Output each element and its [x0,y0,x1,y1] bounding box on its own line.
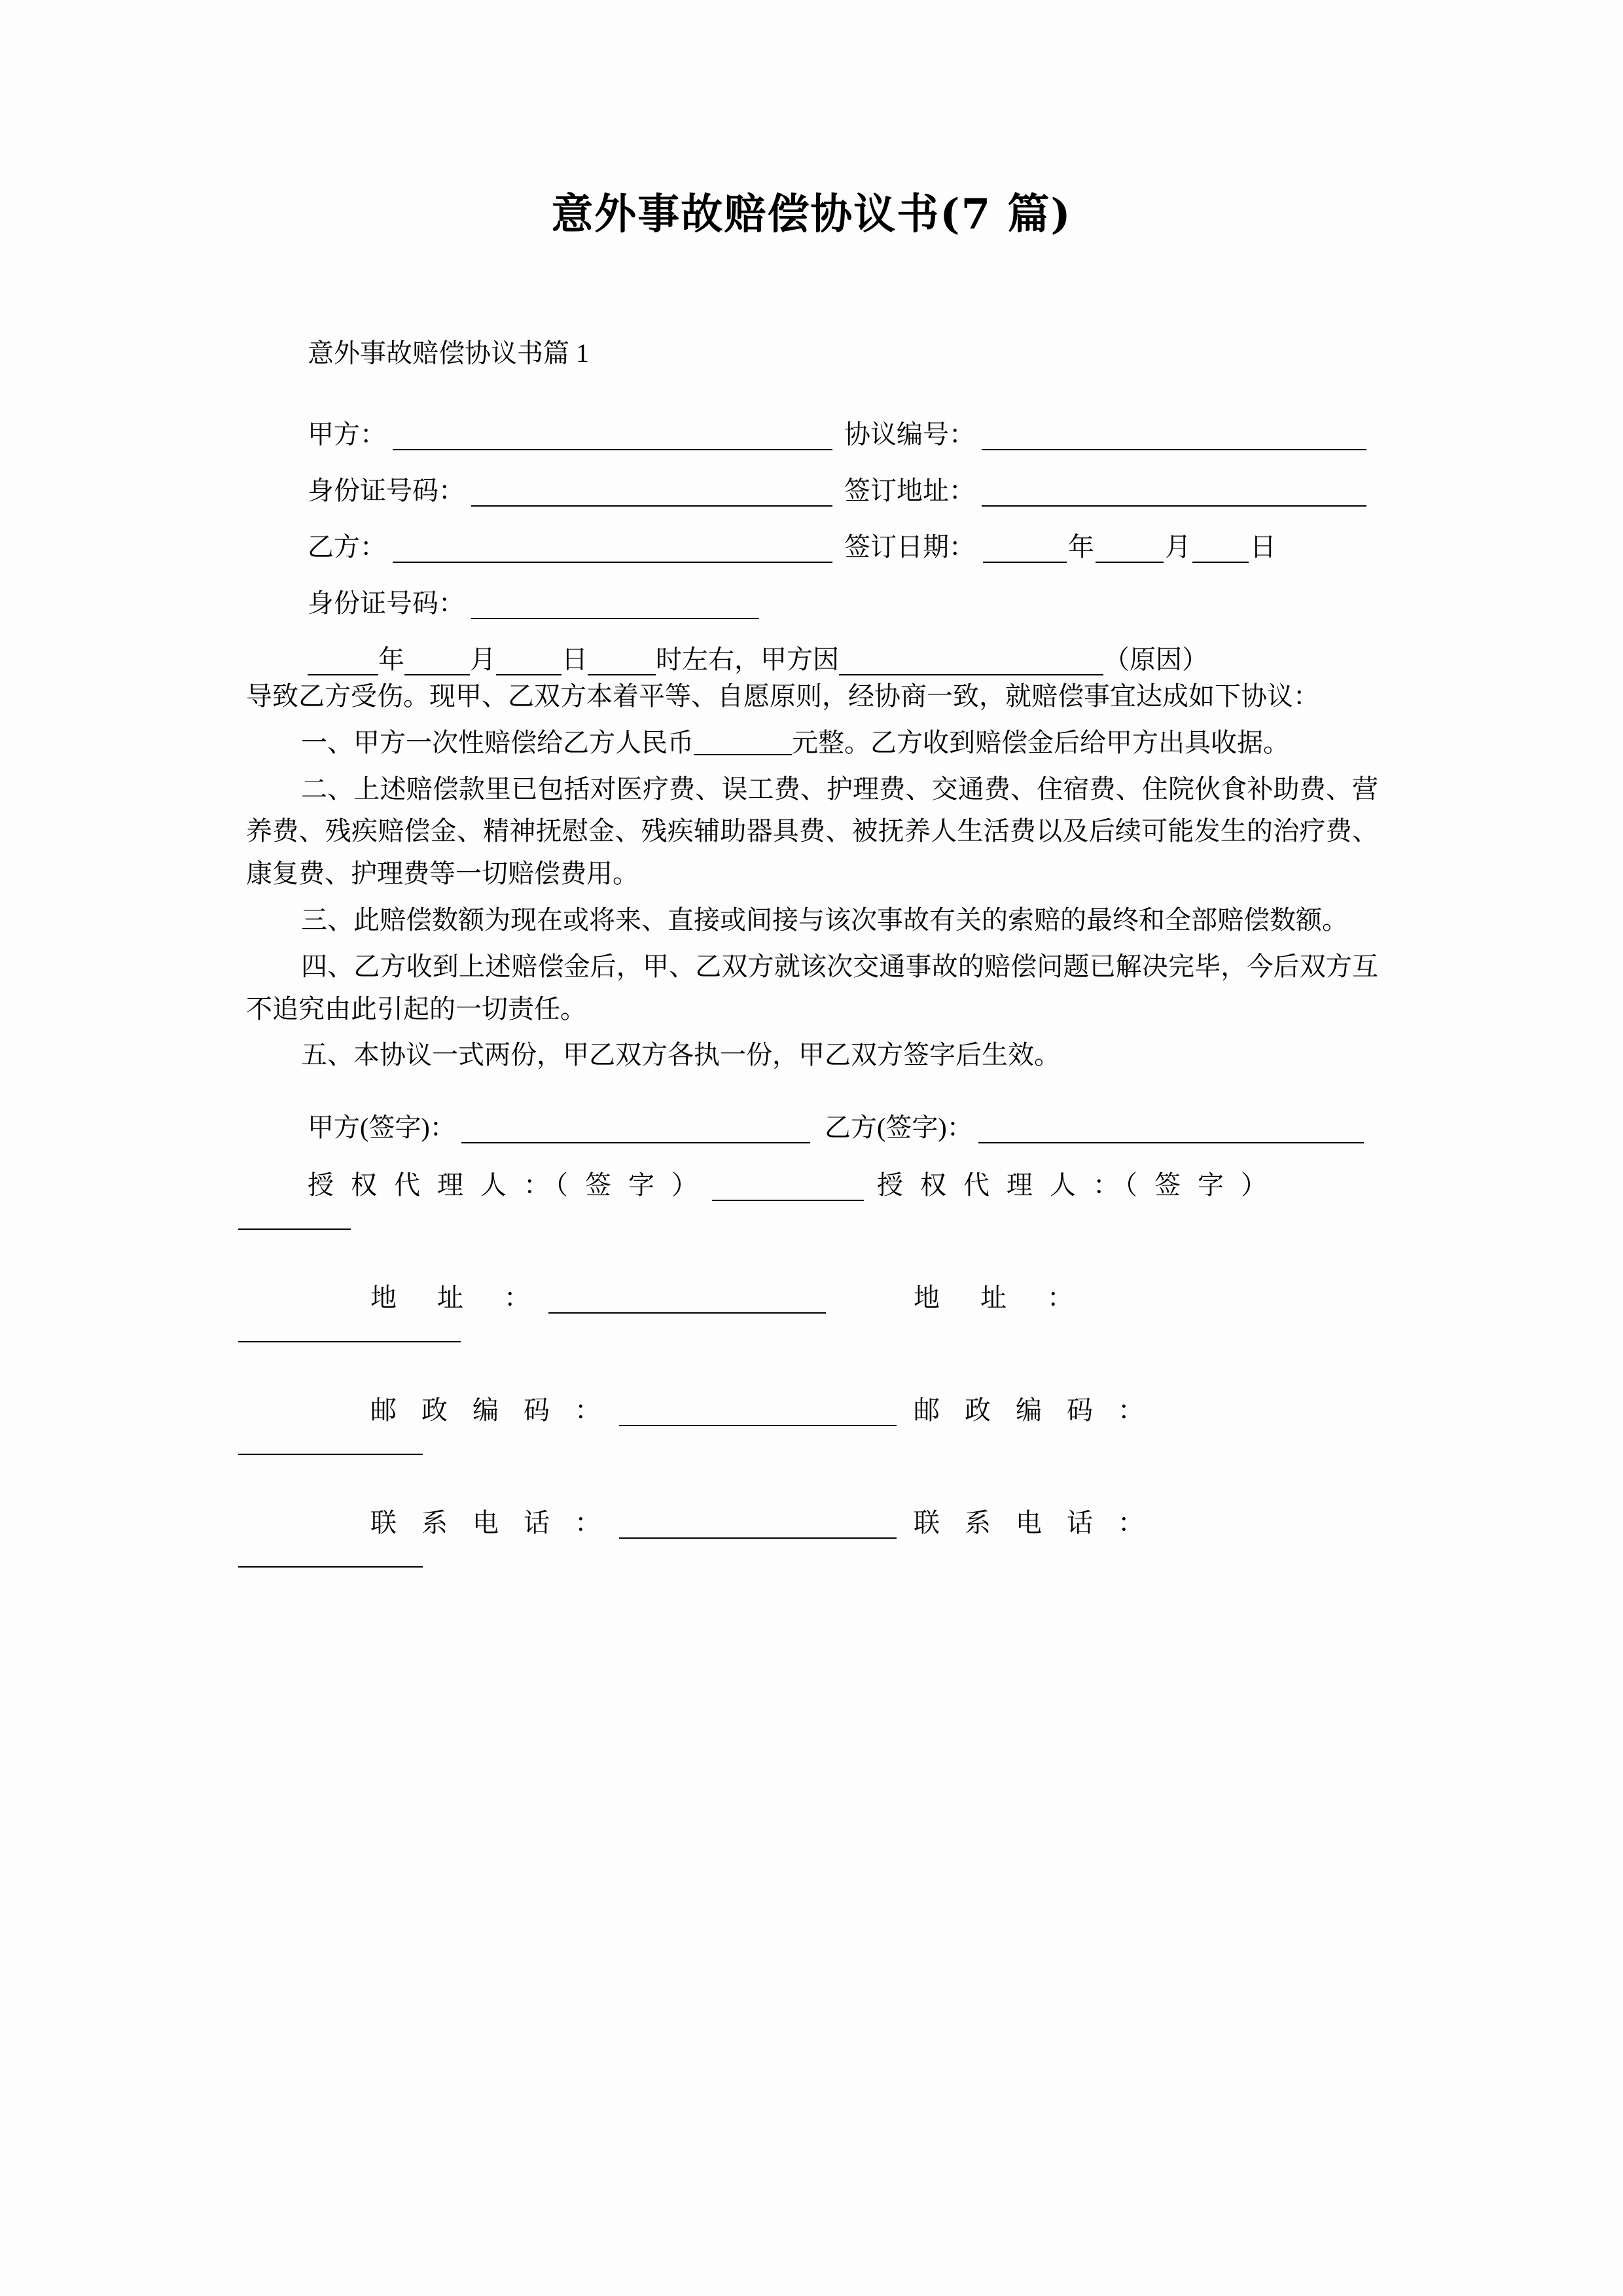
incident-date-line [308,619,1378,675]
paragraph-clause-2: 二、上述赔偿款里已包括对医疗费、误工费、护理费、交通费、住宿费、住院伙食补助费、营养费、残疾赔偿金、精神抚慰金、残疾辅助器具费、被抚养人生活费以及后续可能发生的治疗费、康复费、护理费等一切赔偿费用。 [246,774,1378,889]
label-phone-b: 联 系 电 话 ： [914,1508,1153,1538]
form-field-sign-date [844,534,1378,563]
signature-row-parties [308,1086,1378,1143]
input-party-b[interactable] [393,534,832,563]
signature-field-party-b [825,1115,1378,1143]
unit-incident-year: 年 [378,645,404,674]
label-address-b: 地 址 ： [914,1283,1082,1313]
input-incident-year[interactable] [308,647,378,675]
input-phone-a[interactable] [619,1510,897,1539]
form-row-party-b [308,507,1378,563]
label-party-a: 甲方： [308,420,386,449]
phone-b-continuation [246,1539,1378,1594]
input-sign-date-year[interactable] [983,534,1067,563]
phone-field-a [370,1510,914,1539]
section-subtitle: 意外事故赔偿协议书篇 1 [308,338,589,368]
signature-row-phone [370,1481,1378,1539]
agent-b-continuation [246,1201,1378,1256]
input-signature-party-a[interactable] [461,1115,810,1143]
label-signature-party-b: 乙方(签字)： [825,1113,973,1143]
paragraph-clause-1 [246,722,1378,764]
label-agent-b: 授 权 代 理 人 ：（ 签 字 ） [877,1170,1272,1200]
input-postcode-a[interactable] [619,1397,897,1426]
input-sign-date-day[interactable] [1192,534,1249,563]
input-incident-day[interactable] [496,647,562,675]
document-body [246,340,1378,1594]
form-field-agreement-no [844,422,1378,450]
label-phone-a: 联 系 电 话 ： [370,1508,610,1538]
postcode-field-b [914,1397,1378,1426]
input-id-a[interactable] [471,478,832,507]
input-signature-party-b[interactable] [978,1115,1364,1143]
label-id-b: 身份证号码： [308,588,465,618]
address-b-continuation [246,1314,1378,1369]
input-postcode-b[interactable] [238,1452,423,1455]
input-party-a[interactable] [393,422,832,450]
clause-1-text-before: 一、甲方一次性赔偿给乙方人民币 [301,727,694,757]
note-reason: （原因） [1103,645,1208,674]
input-id-b[interactable] [471,590,759,619]
input-incident-reason[interactable] [839,647,1103,675]
signature-row-postcode [370,1369,1378,1426]
text-incident-cause-lead: 时左右，甲方因 [656,645,839,674]
signature-field-party-a [308,1115,825,1143]
paragraph-intro: 导致乙方受伤。现甲、乙双方本着平等、自愿原则，经协商一致，就赔偿事宜达成如下协议： [246,681,1319,711]
label-signature-party-a: 甲方(签字)： [308,1113,456,1143]
page-title: 意外事故赔偿协议书(7 篇) [551,190,1072,239]
input-sign-date-month[interactable] [1096,534,1164,563]
signature-field-agent-a [308,1172,877,1201]
form-field-party-a [308,422,844,450]
input-address-b[interactable] [238,1340,461,1342]
input-phone-b[interactable] [238,1565,423,1568]
input-agent-b[interactable] [238,1227,351,1230]
label-sign-date: 签订日期： [844,532,975,562]
form-field-id-a [308,478,844,507]
signature-row-agents [308,1143,1378,1201]
label-agreement-no: 协议编号： [844,420,975,449]
form-row-id-a [308,450,1378,507]
postcode-field-a [370,1397,914,1426]
input-compensation-amount[interactable] [694,729,792,755]
unit-incident-month: 月 [470,645,496,674]
signature-block [246,1086,1378,1594]
label-address-a: 地 址 ： [370,1283,539,1313]
unit-incident-day: 日 [562,645,588,674]
input-address-a[interactable] [548,1285,826,1314]
form-row-party-a [308,394,1378,450]
address-field-a [370,1285,914,1314]
paragraph-clause-3: 三、此赔偿数额为现在或将来、直接或间接与该次事故有关的索赔的最终和全部赔偿数额。 [301,905,1348,935]
label-postcode-a: 邮 政 编 码 ： [370,1395,610,1426]
clause-1-text-after: 元整。乙方收到赔偿金后给甲方出具收据。 [792,727,1289,757]
postcode-b-continuation [246,1426,1378,1481]
label-party-b: 乙方： [308,532,386,562]
label-id-a: 身份证号码： [308,476,465,505]
unit-day: 日 [1250,532,1276,562]
signature-field-agent-b [877,1172,1378,1201]
paragraph-clause-5: 五、本协议一式两份，甲乙双方各执一份，甲乙双方签字后生效。 [301,1040,1060,1070]
label-agent-a: 授 权 代 理 人 ：（ 签 字 ） [308,1170,703,1200]
form-row-id-b [308,563,1378,619]
unit-month: 月 [1165,532,1191,562]
input-agreement-no[interactable] [982,422,1366,450]
form-field-id-b [308,590,844,619]
input-sign-address[interactable] [982,478,1366,507]
input-incident-hour[interactable] [588,647,656,675]
phone-field-b [914,1510,1378,1539]
unit-year: 年 [1068,532,1094,562]
signature-row-address [370,1256,1378,1314]
paragraph-clause-4: 四、乙方收到上述赔偿金后，甲、乙双方就该次交通事故的赔偿问题已解决完毕，今后双方互不追究由此引起的一切责任。 [246,951,1378,1024]
input-agent-a[interactable] [712,1172,864,1201]
form-field-sign-address [844,478,1378,507]
label-sign-address: 签订地址： [844,476,975,505]
address-field-b [914,1285,1378,1314]
label-postcode-b: 邮 政 编 码 ： [914,1395,1153,1426]
input-incident-month[interactable] [404,647,470,675]
form-field-party-b [308,534,844,563]
